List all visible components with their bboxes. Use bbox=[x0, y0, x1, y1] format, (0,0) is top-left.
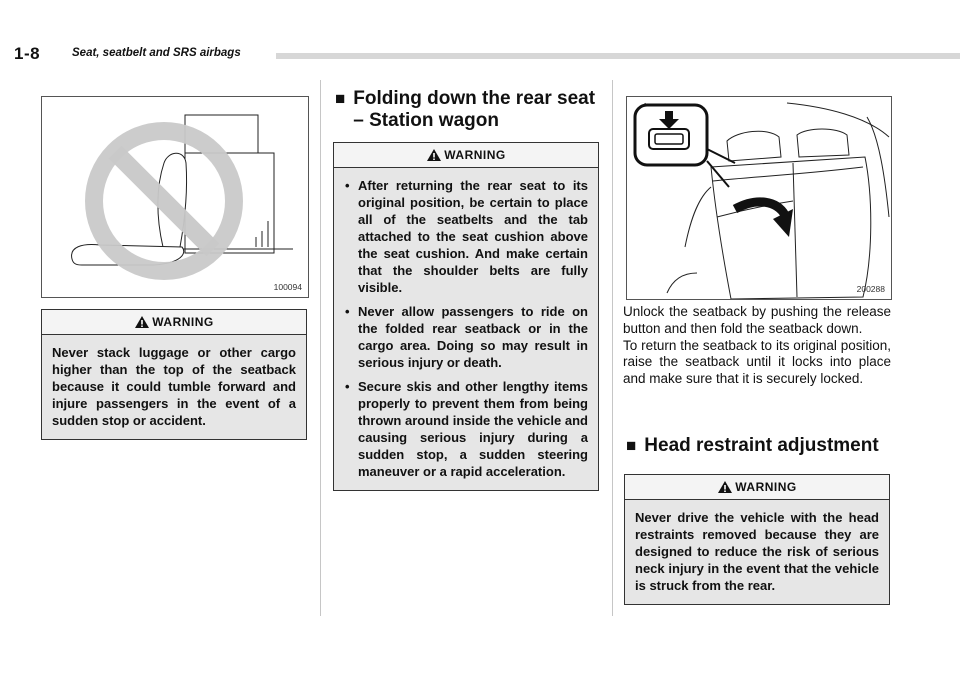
folding-rear-seat-heading bbox=[335, 88, 600, 132]
warning-triangle-icon bbox=[717, 480, 733, 494]
instruction-paragraph: Unlock the seatback by pushing the release button and then fold the seatback down. bbox=[623, 304, 891, 336]
rear-seat-folding-figure bbox=[626, 96, 892, 300]
warning-list-item: • Never allow passengers to ride on the folded rear seatback or in the cargo area. Doing so may result in serious injury or death. bbox=[344, 303, 588, 371]
luggage-warning-figure bbox=[41, 96, 309, 298]
rear-seat-illustration bbox=[627, 97, 891, 299]
warning-body bbox=[334, 168, 598, 490]
heading-text: Folding down the rear seat – Station wagon bbox=[353, 88, 596, 131]
figure-code: 100094 bbox=[273, 282, 302, 292]
warning-text: Never stack luggage or other cargo higher than the top of the seatback because it could tumble forward and injure passengers in the event of a sudden stop or accident. bbox=[52, 345, 296, 428]
figure-code: 200288 bbox=[856, 284, 885, 294]
seat-luggage-illustration bbox=[42, 97, 308, 297]
heading-bullet: ■ bbox=[335, 89, 346, 108]
warning-header bbox=[42, 310, 306, 335]
page-number: 1-8 bbox=[14, 44, 41, 63]
column-divider-left bbox=[320, 80, 321, 616]
luggage-warning-box bbox=[41, 309, 307, 440]
warning-title: WARNING bbox=[152, 315, 214, 329]
warning-title: WARNING bbox=[735, 480, 797, 494]
warning-list-item: • After returning the rear seat to its original position, be certain to place all of the seatbelts and the tab attached to the seat cushion above the seat cushion. And make certain that the shoulder belts are fully visible. bbox=[344, 177, 588, 296]
warning-list bbox=[344, 177, 588, 480]
warning-triangle-icon bbox=[134, 315, 150, 329]
warning-header bbox=[625, 475, 889, 500]
warning-text: Never drive the vehicle with the head restraints removed because they are designed to reduce the risk of serious neck injury in the event that the vehicle is struck from the rear. bbox=[635, 510, 879, 593]
heading-text: Head restraint adjustment bbox=[644, 435, 879, 456]
warning-list-item: • Secure skis and other lengthy items properly to prevent them from being thrown around inside the vehicle and causing serious injury during a sudden stop, a sudden steering maneuver or a rapid acceleration. bbox=[344, 378, 588, 480]
warning-header bbox=[334, 143, 598, 168]
heading-bullet: ■ bbox=[626, 436, 637, 455]
page-header bbox=[14, 44, 950, 70]
column-divider-right bbox=[612, 80, 613, 616]
folding-seat-warning-box bbox=[333, 142, 599, 491]
header-rule bbox=[276, 53, 960, 59]
seatback-instructions bbox=[623, 304, 891, 388]
section-title: Seat, seatbelt and SRS airbags bbox=[72, 47, 241, 59]
head-restraint-heading bbox=[626, 435, 891, 457]
head-restraint-warning-box bbox=[624, 474, 890, 605]
warning-triangle-icon bbox=[426, 148, 442, 162]
warning-title: WARNING bbox=[444, 148, 506, 162]
instruction-paragraph: To return the seatback to its original position, raise the seatback until it locks into place and make sure that it is securely locked. bbox=[623, 337, 891, 387]
